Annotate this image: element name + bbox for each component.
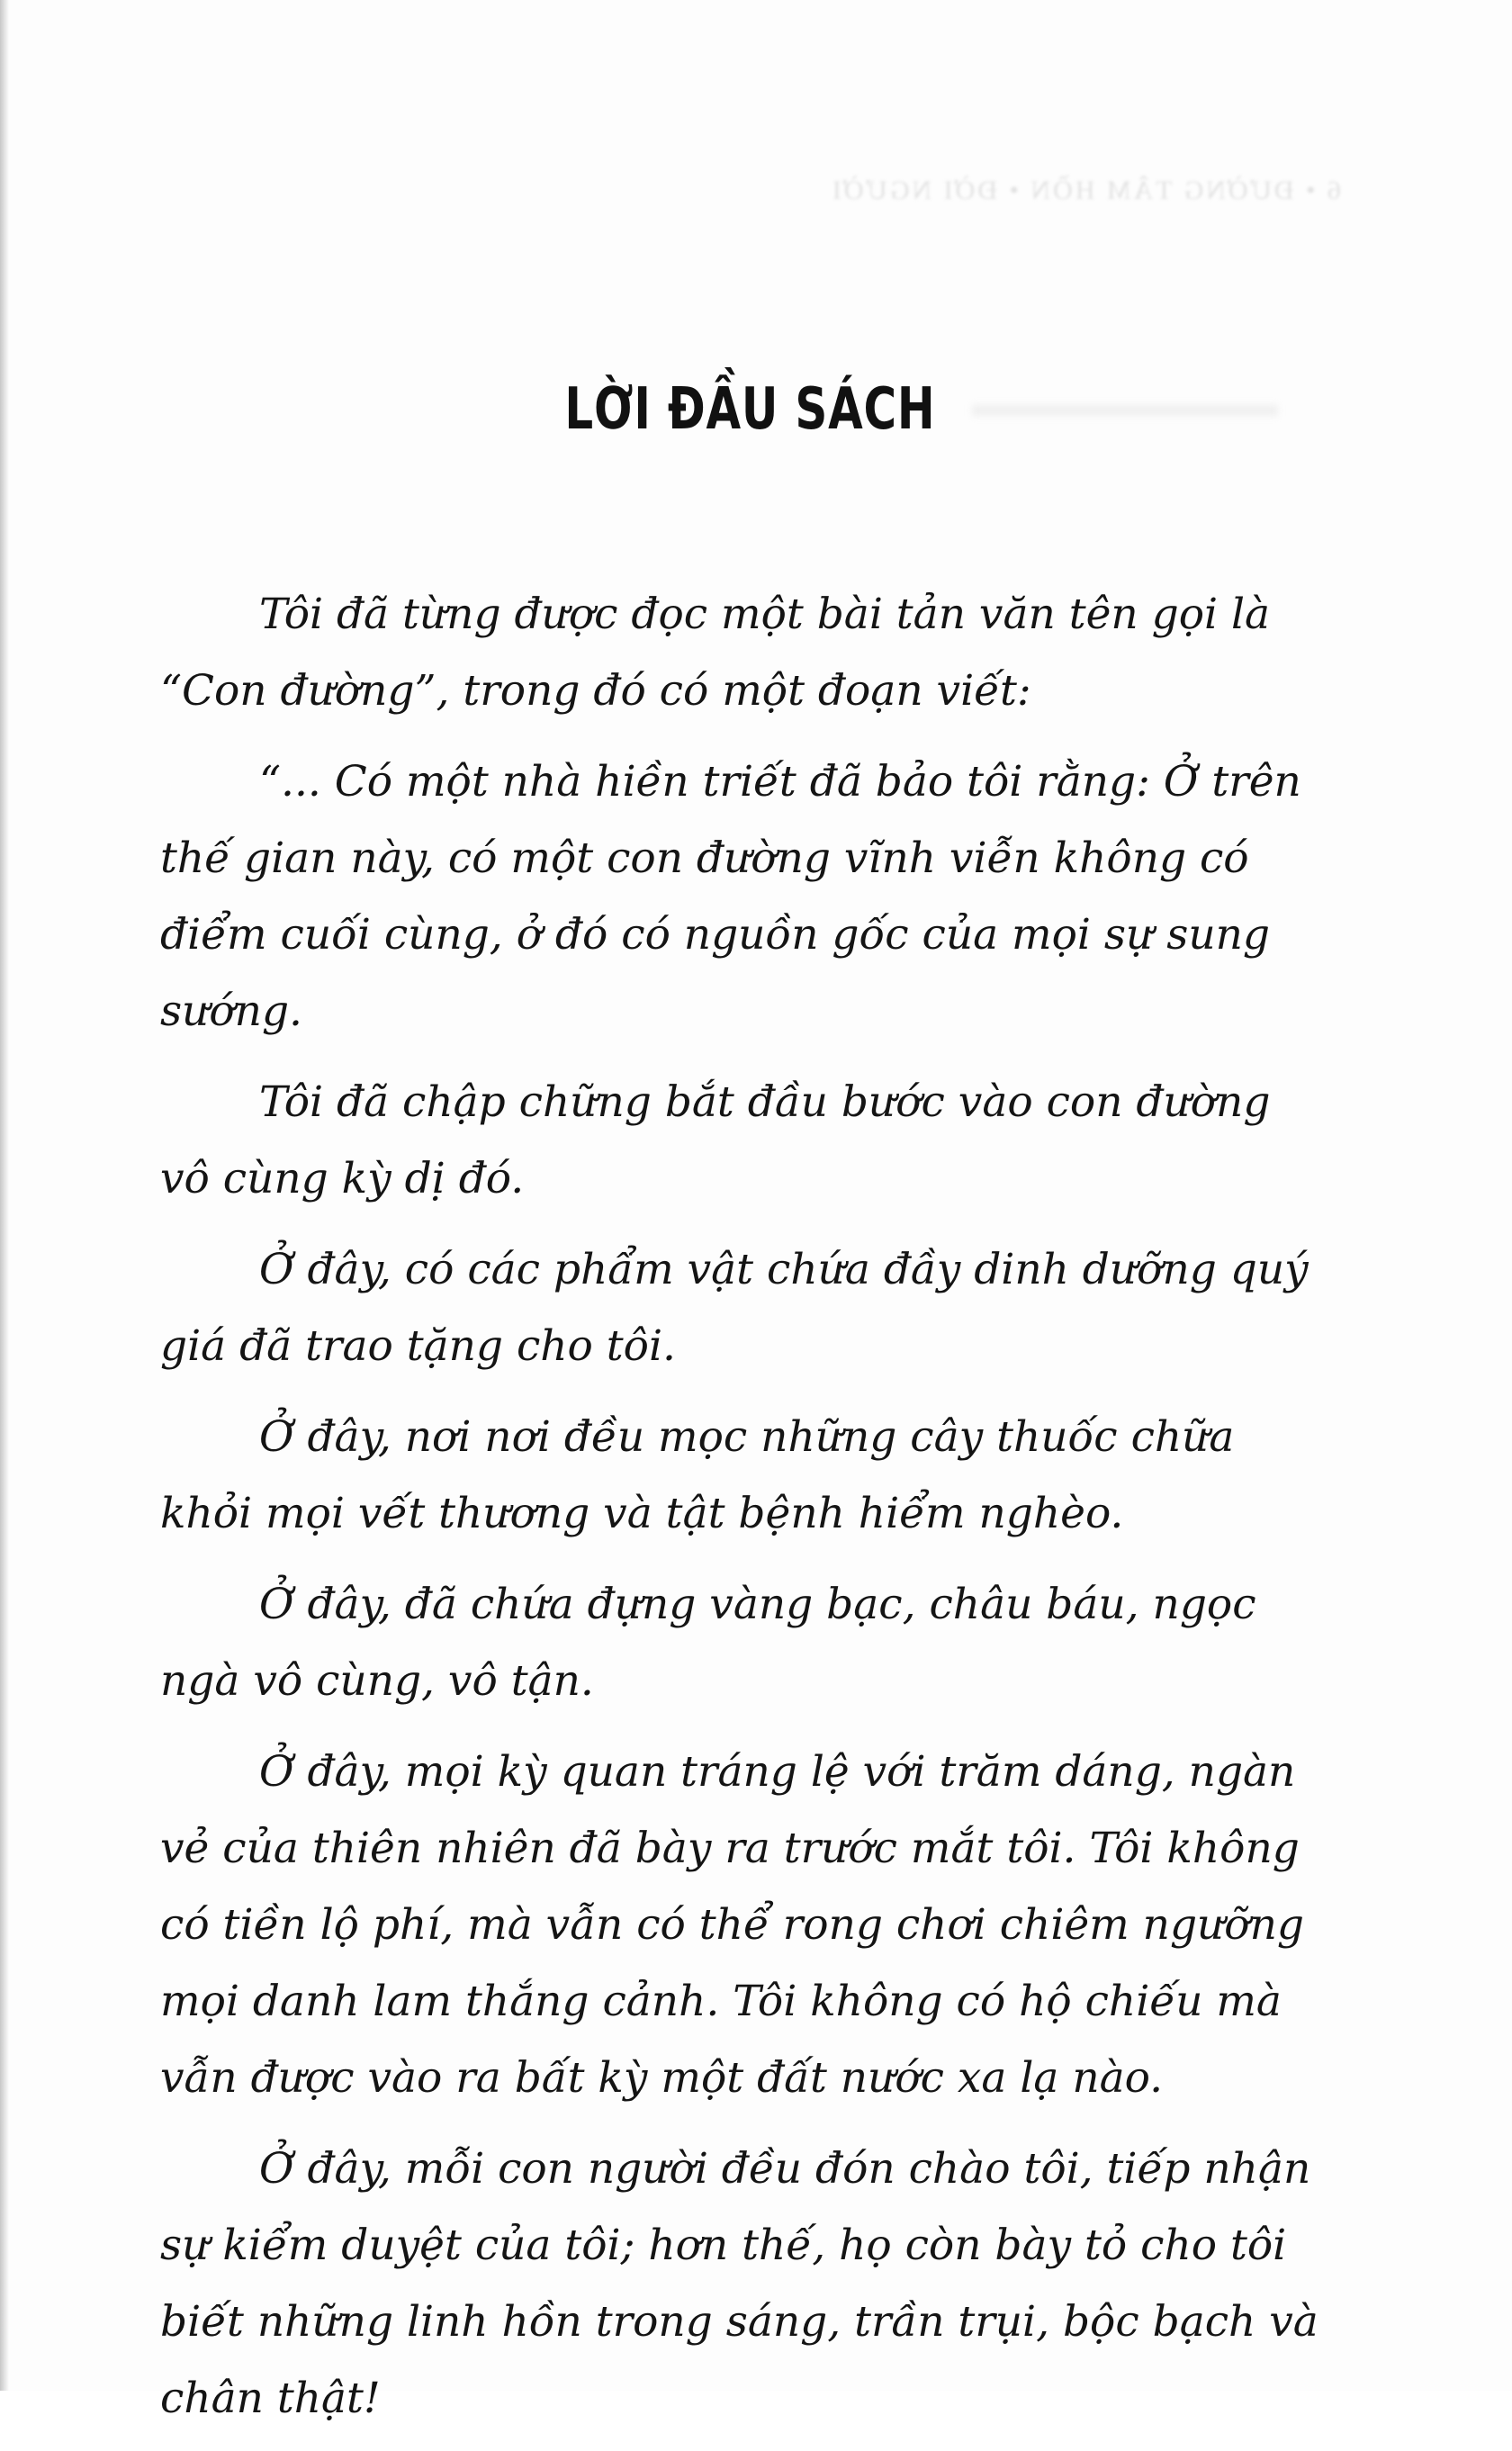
paragraph: “... Có một nhà hiền triết đã bảo tôi rằng: Ở trên thế gian này, có một con đường vĩnh viễn không có điểm cuối cùng, ở đó có nguồn gốc của mọi sự sung sướng. xyxy=(160,757,1301,1036)
paragraph: Ở đây, đã chứa đựng vàng bạc, châu báu, ngọc ngà vô cùng, vô tận. xyxy=(160,1580,1256,1706)
page-gutter-shadow xyxy=(0,0,9,2391)
page-title: LỜI ĐẦU SÁCH xyxy=(564,376,936,443)
paragraph: Ở đây, mỗi con người đều đón chào tôi, tiếp nhận sự kiểm duyệt của tôi; hơn thế, họ còn bày tỏ cho tôi biết những linh hồn trong sáng, trần trụi, bộc bạch và chân thật! xyxy=(160,2144,1318,2423)
paragraph: Tôi đã từng được đọc một bài tản văn tên gọi là “Con đường”, trong đó có một đoạn viết: xyxy=(160,590,1271,716)
body-text xyxy=(160,576,1323,2451)
bleed-through-header: 6 • ĐƯỜNG TÂM HỒN • ĐỜI NGƯỜI xyxy=(829,176,1341,205)
paragraph: Ở đây, nơi nơi đều mọc những cây thuốc chữa khỏi mọi vết thương và tật bệnh hiểm nghèo. xyxy=(160,1412,1235,1538)
paragraph: Ở đây, có các phẩm vật chứa đầy dinh dưỡng quý giá đã trao tặng cho tôi. xyxy=(160,1245,1309,1371)
paragraph: Ở đây, mọi kỳ quan tráng lệ với trăm dáng, ngàn vẻ của thiên nhiên đã bày ra trước mắt tôi. Tôi không có tiền lộ phí, mà vẫn có thể rong chơi chiêm ngưỡng mọi danh lam thắng cảnh. Tôi không có hộ chiếu mà vẫn được vào ra bất kỳ một đất nước xa lạ nào. xyxy=(160,1747,1304,2103)
paragraph: Tôi đã chập chững bắt đầu bước vào con đường vô cùng kỳ dị đó. xyxy=(160,1077,1271,1203)
